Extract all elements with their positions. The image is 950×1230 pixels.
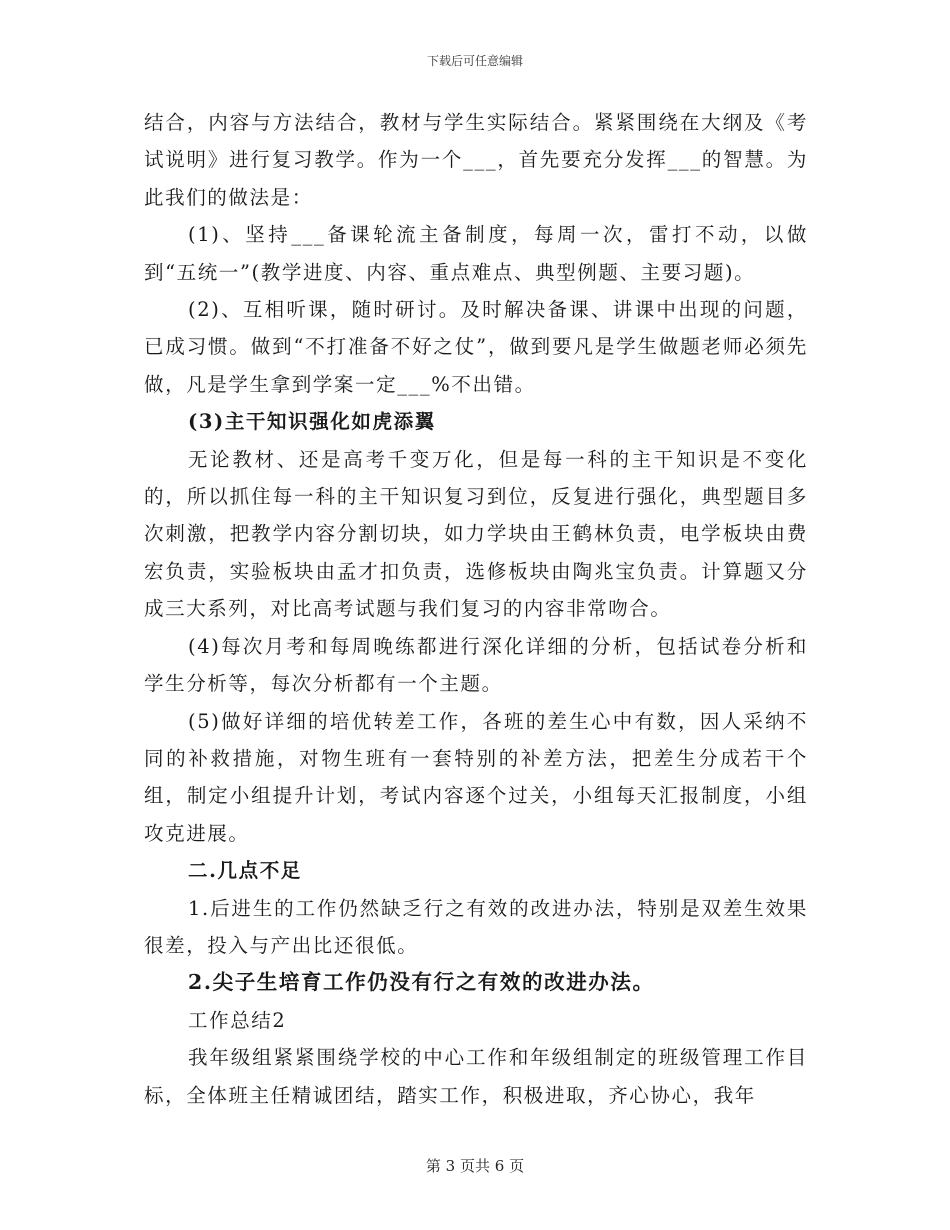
heading-work-summary-2: 工作总结2	[188, 1008, 287, 1032]
paragraph-shortcoming-2: 2.尖子生培育工作仍没有行之有效的改进办法。	[188, 970, 655, 995]
heading-shortcomings: 二.几点不足	[188, 859, 302, 883]
paragraph-item-1: (1)、坚持___备课轮流主备制度，每周一次，雷打不动，以做到“五统一”(教学进度、内容、重点难点、典型例题、主要习题)。	[144, 223, 808, 284]
paragraph-summary-2-body: 我年级组紧紧围绕学校的中心工作和年级组制定的班级管理工作目标，全体班主任精诚团结，踏实工作，积极进取，齐心协心，我年	[144, 1046, 808, 1107]
heading-item-3: (3)主干知识强化如虎添翼	[188, 410, 436, 434]
paragraph-item-3-body: 无论教材、还是高考千变万化，但是每一科的主干知识是不变化的，所以抓住每一科的主干知识复习到位，反复进行强化，典型题目多次刺激，把教学内容分割切块，如力学块由王鹤林负责，电学板块由费宏负责，实验板块由孟才扣负责，选修板块由陶兆宝负责。计算题又分成三大系列，对比高考试题与我们复习的内容非常吻合。	[144, 447, 808, 621]
page-number: 第 3 页共 6 页	[425, 1157, 525, 1175]
paragraph-item-2: (2)、互相听课，随时研讨。及时解决备课、讲课中出现的问题，已成习惯。做到“不打准备不好之仗”，做到要凡是学生做题老师必须先做，凡是学生拿到学案一定___%不出错。	[144, 298, 808, 396]
paragraph-item-4: (4)每次月考和每周晚练都进行深化详细的分析，包括试卷分析和学生分析等，每次分析都有一个主题。	[144, 634, 808, 696]
paragraph-intro-continued: 结合，内容与方法结合，教材与学生实际结合。紧紧围绕在大纲及《考试说明》进行复习教学。作为一个___，首先要充分发挥___的智慧。为此我们的做法是：	[144, 111, 808, 209]
paragraph-item-5: (5)做好详细的培优转差工作，各班的差生心中有数，因人采纳不同的补救措施，对物生班有一套特别的补差方法，把差生分成若干个组，制定小组提升计划，考试内容逐个过关，小组每天汇报制度，小组攻克进展。	[144, 709, 808, 845]
paragraph-shortcoming-1: 1.后进生的工作仍然缺乏行之有效的改进办法，特别是双差生效果很差，投入与产出比还很低。	[144, 896, 808, 957]
page-header: 下载后可任意编辑	[426, 54, 523, 68]
document-body	[144, 104, 808, 1114]
